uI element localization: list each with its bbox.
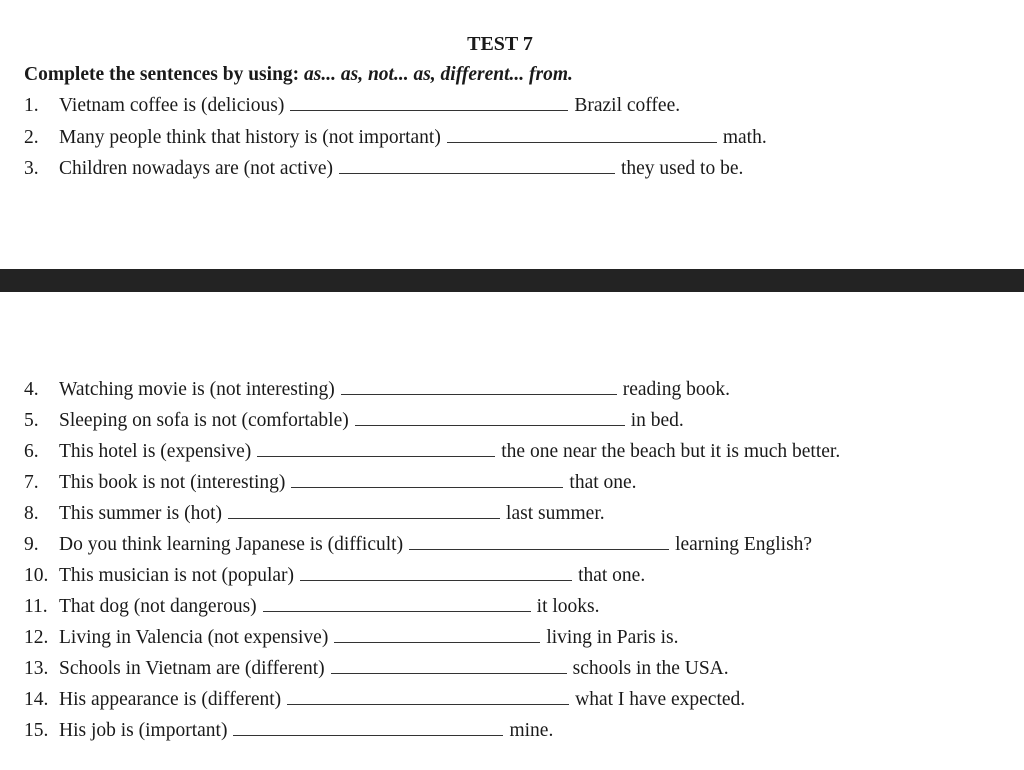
exercise-item-8	[24, 502, 605, 526]
item-ending: it looks.	[536, 596, 600, 617]
item-number: 5.	[24, 410, 39, 431]
item-number: 6.	[24, 441, 39, 462]
answer-blank[interactable]	[331, 658, 567, 674]
exercise-item-1	[24, 94, 680, 118]
item-number: 3.	[24, 158, 39, 179]
item-ending: that one.	[569, 472, 637, 493]
exercise-item-14	[24, 688, 745, 712]
answer-blank[interactable]	[290, 95, 568, 111]
item-number: 9.	[24, 534, 39, 555]
answer-blank[interactable]	[300, 565, 572, 581]
item-number: 12.	[24, 627, 49, 648]
item-ending: the one near the beach but it is much better.	[501, 441, 841, 462]
exercise-item-11	[24, 595, 600, 619]
item-ending: math.	[722, 127, 767, 148]
answer-blank[interactable]	[228, 503, 500, 519]
item-ending: living in Paris is.	[546, 627, 679, 648]
item-prompt: Living in Valencia (not expensive)	[59, 627, 329, 648]
item-ending: they used to be.	[620, 158, 744, 179]
section-divider	[0, 269, 1024, 292]
item-ending: learning English?	[675, 534, 813, 555]
test-title: TEST 7	[467, 33, 533, 55]
item-number: 13.	[24, 658, 49, 679]
item-ending: what I have expected.	[575, 689, 746, 710]
answer-blank[interactable]	[409, 534, 669, 550]
item-prompt: Sleeping on sofa is not (comfortable)	[59, 410, 349, 431]
item-prompt: His appearance is (different)	[59, 689, 282, 710]
item-prompt: This musician is not (popular)	[59, 565, 295, 586]
item-number: 14.	[24, 689, 49, 710]
item-prompt: This book is not (interesting)	[59, 472, 286, 493]
answer-blank[interactable]	[355, 410, 625, 426]
answer-blank[interactable]	[291, 472, 563, 488]
answer-blank[interactable]	[263, 596, 531, 612]
exercise-item-13	[24, 657, 729, 681]
item-prompt: Vietnam coffee is (delicious)	[59, 95, 285, 116]
exercise-item-7	[24, 471, 637, 495]
exercise-item-9	[24, 533, 812, 557]
item-number: 1.	[24, 95, 39, 116]
item-ending: in bed.	[630, 410, 684, 431]
item-ending: mine.	[509, 720, 554, 741]
answer-blank[interactable]	[447, 127, 717, 143]
answer-blank[interactable]	[334, 627, 540, 643]
item-number: 2.	[24, 127, 39, 148]
answer-blank[interactable]	[257, 441, 495, 457]
item-number: 7.	[24, 472, 39, 493]
item-prompt: This summer is (hot)	[59, 503, 223, 524]
exercise-item-3	[24, 157, 743, 181]
item-prompt: Watching movie is (not interesting)	[59, 379, 335, 400]
item-number: 8.	[24, 503, 39, 524]
answer-blank[interactable]	[339, 158, 615, 174]
item-prompt: Children nowadays are (not active)	[59, 158, 333, 179]
item-number: 4.	[24, 379, 39, 400]
instruction-lead: Complete the sentences by using:	[24, 64, 300, 85]
exercise-item-5	[24, 409, 684, 433]
answer-blank[interactable]	[341, 379, 617, 395]
answer-blank[interactable]	[287, 689, 569, 705]
item-ending: Brazil coffee.	[574, 95, 681, 116]
item-prompt: His job is (important)	[59, 720, 228, 741]
item-number: 15.	[24, 720, 49, 741]
exercise-item-4	[24, 378, 730, 402]
item-number: 11.	[24, 596, 48, 617]
item-prompt: This hotel is (expensive)	[59, 441, 252, 462]
item-prompt: That dog (not dangerous)	[59, 596, 257, 617]
item-ending: reading book.	[622, 379, 730, 400]
exercise-item-15	[24, 719, 553, 743]
answer-blank[interactable]	[233, 720, 503, 736]
item-prompt: Many people think that history is (not important)	[59, 127, 441, 148]
item-prompt: Schools in Vietnam are (different)	[59, 658, 325, 679]
exercise-item-6	[24, 440, 840, 464]
exercise-item-10	[24, 564, 645, 588]
item-ending: that one.	[578, 565, 646, 586]
exercise-item-2	[24, 126, 767, 150]
exercise-item-12	[24, 626, 679, 650]
item-prompt: Do you think learning Japanese is (difficult)	[59, 534, 404, 555]
instruction	[24, 64, 573, 86]
item-ending: schools in the USA.	[572, 658, 729, 679]
instruction-forms: as... as, not... as, different... from.	[304, 64, 573, 85]
item-ending: last summer.	[506, 503, 605, 524]
item-number: 10.	[24, 565, 49, 586]
